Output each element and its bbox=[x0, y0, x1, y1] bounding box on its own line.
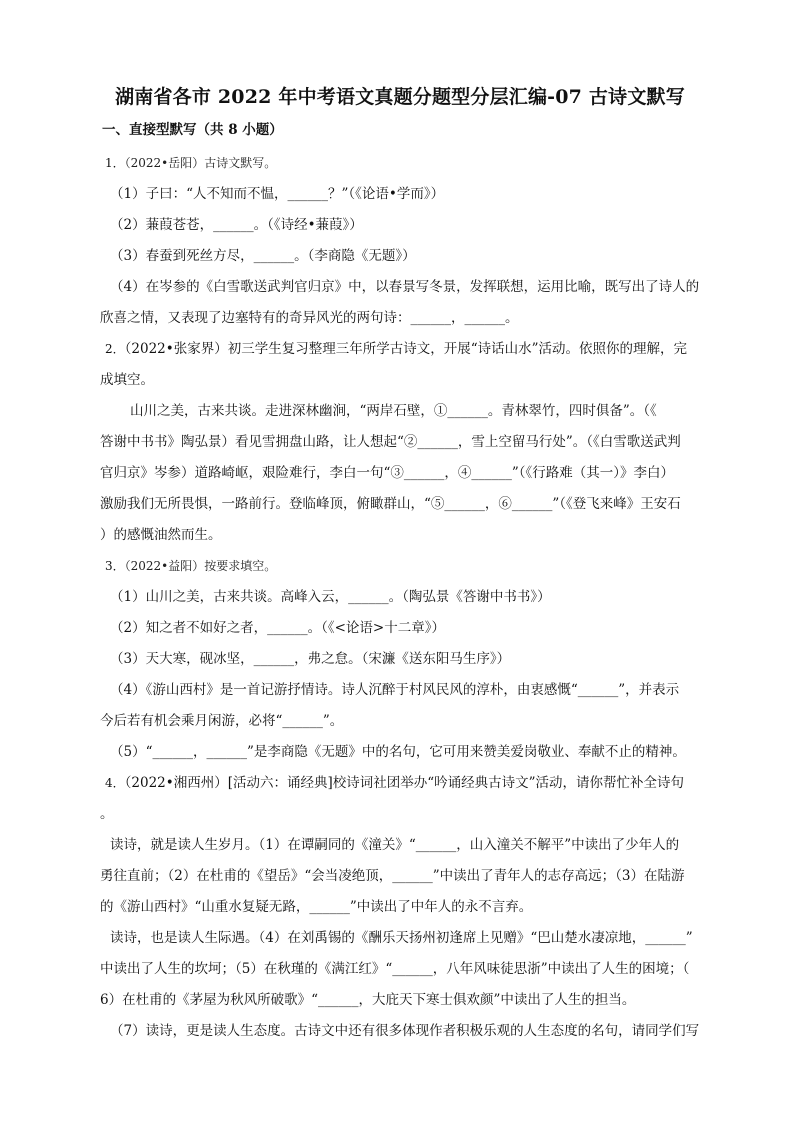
question-number: 4． bbox=[105, 776, 125, 790]
q1-item-2: （2）蒹葭苍苍，______。（《诗经•蒹葭》） bbox=[110, 217, 363, 233]
question-source: （2022•益阳）按要求填空。 bbox=[124, 559, 277, 573]
q1-item-1: （1）子曰：“人不知而不愠，______？”（《论语•学而》） bbox=[110, 186, 445, 202]
q4-header-line-2: 。 bbox=[100, 806, 114, 822]
question-3-header bbox=[100, 551, 710, 582]
q3-item-4-line-1: （4）《游山西村》是一首记游抒情诗。诗人沉醉于村风民风的淳朴，由衷感慨“______”，并表示 bbox=[110, 682, 680, 698]
question-number: 3． bbox=[105, 559, 125, 573]
q2-paragraph-line-3: 官归京》岑参）道路崎岖，艰险难行，李白一句“③______，④______”（《行路难（其一）》李白） bbox=[100, 465, 675, 481]
q3-item-4-line-2: 今后若有机会乘月闲游，必将“______”。 bbox=[100, 713, 344, 729]
q3-item-1: （1）山川之美，古来共谈。高峰入云，______。（陶弘景《答谢中书书》） bbox=[110, 589, 551, 605]
q4-paragraph-1-line-3: 的《游山西村》“山重水复疑无路，______”中读出了中年人的永不言弃。 bbox=[100, 899, 533, 915]
q3-item-2: （2）知之者不如好之者，______。（《<论语>十二章》） bbox=[110, 620, 445, 636]
q2-paragraph-line-4: 激励我们无所畏惧，一路前行。登临峰顶，俯瞰群山，“⑤______，⑥______”（《登飞来峰》王安石 bbox=[100, 496, 681, 512]
question-source: （2022•岳阳）古诗文默写。 bbox=[124, 156, 277, 170]
question-source: （2022•张家界）初三学生复习整理三年所学古诗文，开展“诗话山水”活动。依照你的理解，完 bbox=[124, 341, 688, 357]
q2-paragraph-line-1: 山川之美，古来共谈。走进深林幽涧，“两岸石壁，①______。青林翠竹，四时俱备”。（《 bbox=[130, 403, 657, 419]
q4-paragraph-2-line-3: 6）在杜甫的《茅屋为秋风所破歌》“______，大庇天下寒士俱欢颜”中读出了人生的担当。 bbox=[100, 992, 636, 1008]
q1-item-4-line-1: （4）在岑参的《白雪歌送武判官归京》中，以春景写冬景，发挥联想，运用比喻，既写出了诗人的 bbox=[110, 279, 700, 295]
q2-header-line-2: 成填空。 bbox=[100, 372, 154, 388]
question-2-header bbox=[100, 334, 710, 365]
q1-item-3: （3）春蚕到死丝方尽，______。（李商隐《无题》） bbox=[110, 248, 416, 264]
q4-paragraph-2-line-1: 读诗，也是读人生际遇。（4）在刘禹锡的《酬乐天扬州初逢席上见赠》“巴山楚水凄凉地，______” bbox=[110, 930, 693, 946]
page-title: 湖南省各市 2022 年中考语文真题分题型分层汇编-07 古诗文默写 bbox=[115, 86, 685, 108]
q1-item-4-line-2: 欣喜之情，又表现了边塞特有的奇异风光的两句诗：______，______。 bbox=[100, 310, 519, 326]
q2-paragraph-line-5: ）的感慨油然而生。 bbox=[100, 527, 222, 543]
question-1-header bbox=[100, 148, 710, 179]
q4-paragraph-1-line-2: 勇往直前；（2）在杜甫的《望岳》“会当凌绝顶，______”中读出了青年人的志存高远；（3）在陆游 bbox=[100, 868, 685, 884]
question-source: （2022•湘西州）[活动六：诵经典]校诗词社团举办“吟诵经典古诗文”活动，请你帮忙补全诗句 bbox=[124, 775, 685, 791]
q3-item-5: （5）“______，______”是李商隐《无题》中的名句，它可用来赞美爱岗敬业、奉献不止的精神。 bbox=[110, 744, 686, 760]
section-heading: 一、直接型默写（共 8 小题） bbox=[102, 122, 283, 138]
q4-paragraph-1-line-1: 读诗，就是读人生岁月。（1）在谭嗣同的《潼关》“______，山入潼关不解平”中读出了少年人的 bbox=[110, 837, 680, 853]
question-number: 2． bbox=[105, 342, 125, 356]
question-number: 1． bbox=[105, 156, 125, 170]
question-4-header bbox=[100, 768, 710, 799]
q4-paragraph-3-line-1: （7）读诗，更是读人生态度。古诗文中还有很多体现作者积极乐观的人生态度的名句，请同学们写 bbox=[110, 1023, 700, 1039]
q3-item-3: （3）天大寒，砚冰坚，______，弗之怠。（宋濂《送东阳马生序》） bbox=[110, 651, 511, 667]
q4-paragraph-2-line-2: 中读出了人生的坎坷；（5）在秋瑾的《满江红》“______，八年风味徒思浙”中读出了人生的困境；（ bbox=[100, 961, 690, 977]
q2-paragraph-line-2: 答谢中书书》陶弘景）看见雪拥盘山路，让人想起“②______，雪上空留马行处”。（《白雪歌送武判 bbox=[100, 434, 681, 450]
